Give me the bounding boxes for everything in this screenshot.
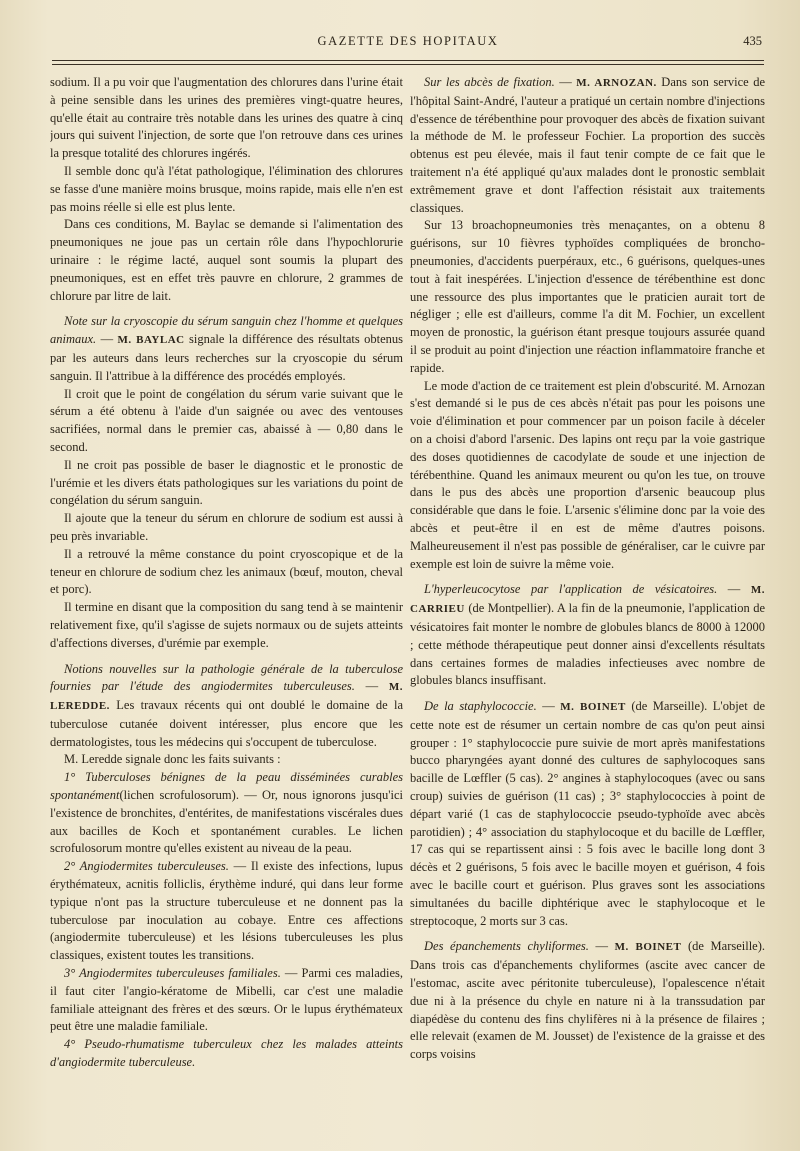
paragraph: Il termine en disant que la composition du sang tend à se maintenir relativement fixe, qu'il s'agisse de sujets normaux ou de sujets atteints d'affections diverses, d'urémie par exemple. <box>50 600 403 650</box>
item-text: — Parmi ces maladies, il faut citer l'angio-kératome de Mibelli, car c'est une maladie familiale atteignant des frères et des sœurs. Or le lupus érythémateux peut être une maladie familiale. <box>50 966 403 1034</box>
paragraph: Il ajoute que la teneur du sérum en chlorure de sodium est aussi à peu près invariable. <box>50 511 403 543</box>
item-title: 4° Pseudo-rhumatisme tuberculeux chez les malades atteints d'angiodermite tuberculeuse. <box>50 1037 403 1070</box>
page-header <box>52 34 764 56</box>
list-item <box>50 769 403 858</box>
section-title: Sur les abcès de fixation. <box>424 75 555 89</box>
section-cryoscopie: Note sur la cryoscopie du sérum sanguin chez l'homme et quelques animaux. — M. BAYLAC signale la différence des résultats obtenus par les auteurs dans leurs recherches sur la cryoscopie du sérum sanguin. Il l'attribue à la différence des procédés employés. <box>50 314 403 383</box>
journal-title: GAZETTE DES HOPITAUX <box>317 34 499 48</box>
item-title: 1° Tuberculoses bénignes de la peau disséminées curables spontanément <box>50 770 403 803</box>
section-hyperleucocytose: L'hyperleucocytose par l'application de vésicatoires. — M. CARRIEU (de Montpellier). A la fin de la pneumonie, l'application de vésicatoires fait monter le nombre de globules blancs de 8000 à 12000 ; cette méthode thérapeutique peut donner ainsi d'excellents résultats dans certaines formes de maladies infectieuses avec nombre de globules blancs insuffisant. <box>410 582 765 688</box>
header-rule-thin <box>52 64 764 65</box>
item-title: 3° Angiodermites tuberculeuses familiales. <box>64 966 281 981</box>
section-staphylococcie: De la staphylococcie. — M. BOINET (de Marseille). L'objet de cette note est de résumer un certain nombre de cas qu'on peut ainsi grouper : 1° staphylococcie pure suivie de mort après manifestations bucco pharyngées ayant donné des cultures de saphylocoques sans bacille de Lœffler (5 cas). 2° angines à staphylocoques (avec ou sans croup) suivies de guérison (11 cas) ; 3° staphylococcies à point de départ varié (1 cas de staphylococcie pseudo-typhoïde avec abcès parotidien) ; 4° association du staphylocoque et du bacille de Lœffler, 17 cas qui se repartissent ainsi : 5 fois avec le bacille long dont 3 décès et 2 guérisons, 5 fois avec le bacille moyen et guérison, 4 fois avec le bacille court et guérison. Plus graves sont les associations simultanées du bacille diphtérique avec le staphylocoque et le streptocoque, 2 morts sur 3 cas. <box>410 699 765 928</box>
section-text: (de Marseille). Dans trois cas d'épanchements chyliformes (ascite avec cancer de l'estomac, ascite avec péritonite tuberculeuse), l'opalescence n'était due ni à la présence du chyle en nature ni à la transsudation par diapédèse du contenu des fins chylifères ni à la présence de filaires ; elle relevait (examen de M. Jousset) de l'existence de la graisse et des corps voisins <box>410 939 765 1062</box>
section-text: Dans son service de l'hôpital Saint-André, l'auteur a pratiqué un certain nombre d'injections d'essence de térébenthine pour provoquer des abcès de fixation suivant la méthode de M. le professeur Fochier. La proportion des succès obtenus est peu élevée, mais il faut tenir compte de ce fait que le traitement n'a été appliqué qu'aux malades dont le pronostic semblait extrêmement grave et dont l'affection résistait aux traitements classiques. <box>410 75 765 215</box>
item-title: 2° Angiodermites tuberculeuses. <box>64 859 229 874</box>
paragraph: Il semble donc qu'à l'état pathologique, l'élimination des chlorures se fasse d'une manière moins brusque, moins rapide, mais elle n'en est pas moins réelle si elle est plus lente. <box>50 163 403 214</box>
section-title: Notions nouvelles sur la pathologie générale de la tuberculose fournies par l'étude des angiodermites tuberculeuses. <box>50 661 403 694</box>
section-title: L'hyperleucocytose par l'application de vésicatoires. <box>424 582 718 597</box>
author-name: M. CARRIEU <box>410 584 765 616</box>
header-rule-thick <box>52 60 764 61</box>
list-item <box>50 965 403 1036</box>
paragraph: M. Leredde signale donc les faits suivants : <box>64 752 281 767</box>
left-column <box>50 74 403 1144</box>
section-epanchements: Des épanchements chyliformes. — M. BOINET (de Marseille). Dans trois cas d'épanchements chyliformes (ascite avec cancer de l'estomac, ascite avec péritonite tuberculeuse), l'opalescence n'était due ni à la présence du chyle en nature ni à la transsudation par diapédèse du contenu des fins chylifères ni à la présence de filaires ; elle relevait (examen de M. Jousset) de l'existence de la graisse et des corps voisins <box>410 939 765 1062</box>
section-title: De la staphylococcie. <box>424 699 537 714</box>
section-text: (de Montpellier). A la fin de la pneumonie, l'application de vésicatoires fait monter le nombre de globules blancs de 8000 à 12000 ; cette méthode thérapeutique peut donner ainsi d'excellents résultats dans certaines formes de maladies infectieuses avec nombre de globules blancs insuffisant. <box>410 601 765 688</box>
list-item <box>50 858 403 965</box>
paragraph: sodium. Il a pu voir que l'augmentation des chlorures dans l'urine était à peine sensible dans les urines des premières vingt-quatre heures, qu'elle était au contraire très notable dans les urines des quatre à cinq jours qui suivent l'injection, de sorte que l'on retrouve dans ces urines la presque totalité des chlorures ingérés. <box>50 75 403 161</box>
paragraph: Sur 13 broachopneumonies très menaçantes, on a obtenu 8 guérisons, sur 10 fièvres typhoïdes compliquées de broncho-pneumonies, d'accidents puerpéraux, etc., 6 guérisons, quelques-unes tout à fait inespérées. L'injection d'essence de térébenthine est donc une ressource des plus importantes que le praticien aurait tort de négliger ; elle est d'ailleurs, comme l'a dit M. Fochier, un excellent moyen de pronostic, la guérison étant presque toujours assurée quand il se produit au point d'injection une réaction inflammatoire franche et rapide. <box>410 218 765 375</box>
section-title: Note sur la cryoscopie du sérum sanguin chez l'homme et quelques animaux. <box>50 314 403 347</box>
author-name: M. LEREDDE. <box>50 681 403 713</box>
author-name: M. BOINET <box>560 701 626 714</box>
section-title: Des épanchements chyliformes. <box>424 939 589 954</box>
section-text: signale la différence des résultats obtenus par les auteurs dans leurs recherches sur la cryoscopie du sérum sanguin. Il l'attribue à la différence des procédés employés. <box>50 332 403 383</box>
section-text: Les travaux récents qui ont doublé le domaine de la tuberculose cutanée doivent intéresser, plus encore que les dermatologistes, tous les médecins qui s'occupent de tuberculose. <box>50 698 403 749</box>
author-name: M. BOINET <box>614 941 682 954</box>
author-name: M. ARNOZAN. <box>576 77 657 89</box>
list-item <box>50 1036 403 1072</box>
item-text: (lichen scrofulosorum). — Or, nous ignorons jusqu'ici l'existence de bronchites, d'entérites, de manifestations viscérales dues aux bacilles de Koch et spontanément curables. Le lichen scrofulosorum montre qu'elles existent au niveau de la peau. <box>50 788 403 856</box>
page-number: 435 <box>743 34 762 48</box>
right-column <box>410 74 765 1144</box>
paragraph: Le mode d'action de ce traitement est plein d'obscurité. M. Arnozan s'est demandé si le pus de ces abcès n'était pas pour les poisons une voie d'élimination et pour commencer par un poison facile à déceler on a choisi d'abord l'arsenic. Des lapins ont reçu par la voie gastrique des doses quotidiennes de cacodylate de soude et une injection de térébenthine. Quand les animaux meurent ou qu'on les tue, on trouve dans le pus des abcès une proportion d'arsenic beaucoup plus considérable que dans le foie. L'arsenic s'élimine donc par la voie des abcès et peut-être il en est de même d'autres poisons. Malheureusement il n'est pas possible de généraliser, car le cuivre par exemple est loin de suivre la même voie. <box>410 378 765 571</box>
section-tuberculose: Notions nouvelles sur la pathologie générale de la tuberculose fournies par l'étude des angiodermites tuberculeuses. — M. LEREDDE. Les travaux récents qui ont doublé le domaine de la tuberculose cutanée doivent intéresser, plus encore que les dermatologistes, tous les médecins qui s'occupent de tuberculose. <box>50 661 403 749</box>
section-abces: Sur les abcès de fixation. — M. ARNOZAN. Dans son service de l'hôpital Saint-André, l'auteur a pratiqué un certain nombre d'injections d'essence de térébenthine pour provoquer des abcès de fixation suivant la méthode de M. le professeur Fochier. La proportion des succès obtenus est peu élevée, mais il faut tenir compte de ce fait que le traitement n'a été appliqué qu'aux malades dont le pronostic semblait extrêmement grave et dont l'affection résistait aux traitements classiques. <box>410 75 765 215</box>
author-name: M. BAYLAC <box>117 334 185 347</box>
item-text: — Il existe des infections, lupus érythémateux, acnitis folliclis, érythème induré, qui dans leur forme typique n'ont pas la structure tuberculeuse et ne donnent pas la tuberculose par inoculation au cobaye. Entre ces affections (angiodermite tuberculeuse) et les lésions tuberculeuses les plus classiques, existent toutes les transitions. <box>50 859 403 963</box>
section-text: (de Marseille). L'objet de cette note est de résumer un certain nombre de cas qu'on peut ainsi grouper : 1° staphylococcie pure suivie de mort après manifestations bucco pharyngées ayant donné des cultures de saphylocoques sans bacille de Lœffler (5 cas). 2° angines à staphylocoques (avec ou sans croup) suivies de guérison (11 cas) ; 3° staphylococcies à point de départ varié (1 cas de staphylococcie pseudo-typhoïde avec abcès parotidien) ; 4° association du staphylocoque et du bacille de Lœffler, 17 cas qui se repartissent ainsi : 5 fois avec le bacille long dont 3 décès et 2 guérisons, 5 fois avec le bacille moyen et guérison, 4 fois avec le bacille court et guérison. Plus graves sont les associations simultanées du bacille diphtérique avec le staphylocoque et le streptocoque, 2 morts sur 3 cas. <box>410 699 765 928</box>
paragraph: Il a retrouvé la même constance du point cryoscopique et de la teneur en chlorure de sodium chez les animaux (bœuf, mouton, cheval et porc). <box>50 546 403 597</box>
paragraph: Il croit que le point de congélation du sérum varie suivant que le sérum a été obtenu à l'aide d'un saignée ou avec des ventouses sacrifiées, normal dans le premier cas, abaissé à — 0,80 dans le second. <box>50 386 403 454</box>
paragraph: Il ne croit pas possible de baser le diagnostic et le pronostic de l'urémie et les divers états pathologiques sur les variations du point de congélation du sérum sanguin. <box>50 457 403 508</box>
paragraph: Dans ces conditions, M. Baylac se demande si l'alimentation des pneumoniques ne joue pas un certain rôle dans l'hypochlorurie urinaire : le régime lacté, auquel sont soumis la plupart des pneumoniques, est en effet très pauvre en chlorure, 2 grammes de chlorure par litre de lait. <box>50 217 403 303</box>
